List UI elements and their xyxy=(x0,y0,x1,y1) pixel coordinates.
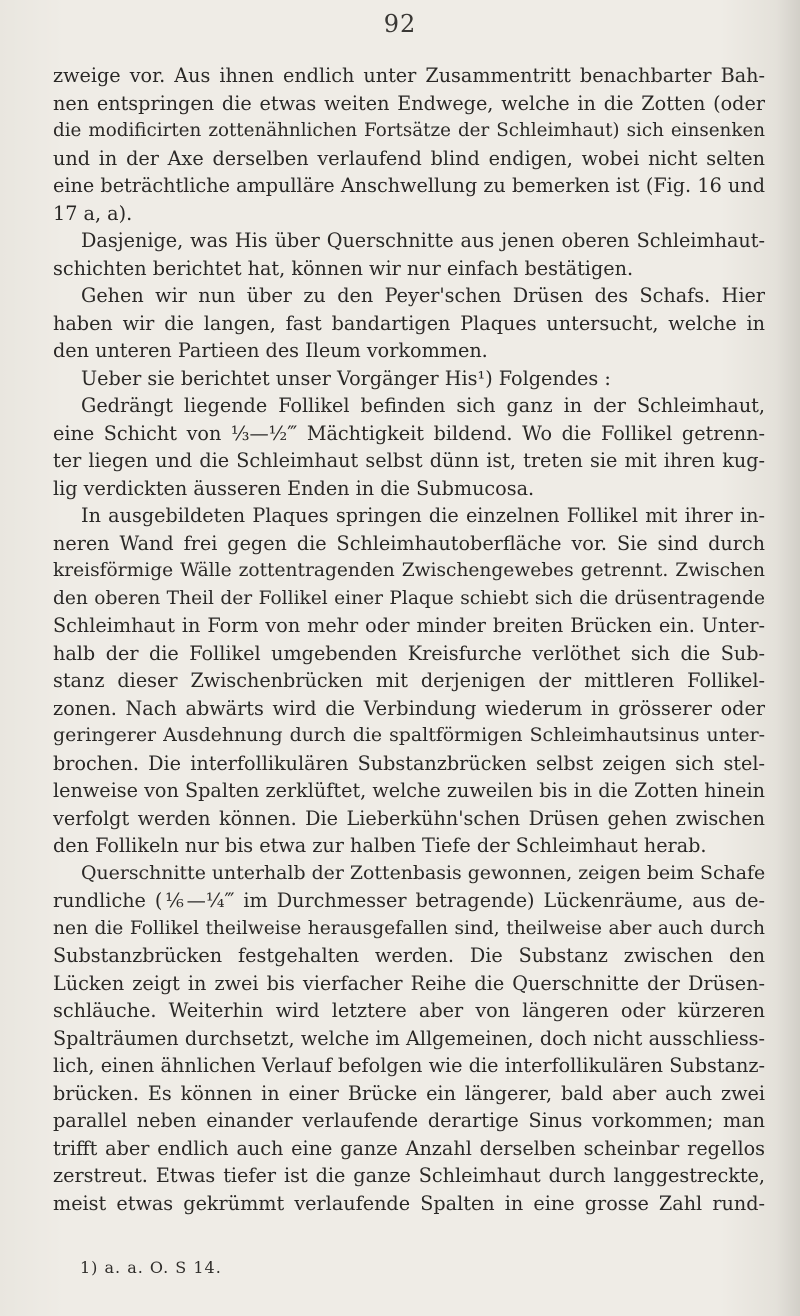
text-line: zonen. Nach abwärts wird die Verbindung wiederum in grösserer oder xyxy=(53,696,765,720)
text-line: Schleimhaut in Form von mehr oder minder breiten Brücken ein. Unter- xyxy=(53,614,765,637)
page-number: 92 xyxy=(383,10,417,38)
text-line: Gehen wir nun über zu den Peyer'schen Drüsen des Schafs. Hier xyxy=(81,284,765,307)
text-line: nen die Follikel theilweise herausgefallen sind, theilweise aber auch durch xyxy=(53,917,765,939)
text-line: zweige vor. Aus ihnen endlich unter Zusammentritt benachbarter Bah- xyxy=(53,64,765,87)
text-line: geringerer Ausdehnung durch die spaltförmigen Schleimhautsinus unter- xyxy=(53,724,765,746)
text-line: brücken. Es können in einer Brücke ein längerer, bald aber auch zwei xyxy=(53,1081,765,1105)
text-line: Ueber sie berichtet unser Vorgänger His¹) Folgendes : xyxy=(81,366,611,390)
text-line: trifft aber endlich auch eine ganze Anzahl derselben scheinbar regellos xyxy=(53,1136,765,1160)
text-line: lig verdickten äusseren Enden in die Submucosa. xyxy=(53,476,535,500)
text-line: 17 a, a). xyxy=(53,201,133,225)
text-line: lenweise von Spalten zerklüftet, welche zuweilen bis in die Zotten hinein xyxy=(53,779,765,802)
text-line: Gedrängt liegende Follikel befinden sich ganz in der Schleimhaut, xyxy=(81,394,765,417)
text-line: Substanzbrücken festgehalten werden. Die Substanz zwischen den xyxy=(53,944,765,967)
text-line: die modificirten zottenähnlichen Fortsätze der Schleimhaut) sich einsenken xyxy=(53,120,765,141)
footnote: 1) a. a. O. S 14. xyxy=(80,1258,222,1277)
text-line: haben wir die langen, fast bandartigen Plaques untersucht, welche in xyxy=(53,311,765,335)
text-line: Dasjenige, was His über Querschnitte aus jenen oberen Schleimhaut- xyxy=(81,229,765,252)
text-line: neren Wand frei gegen die Schleimhautoberfläche vor. Sie sind durch xyxy=(53,531,765,555)
text-line: brochen. Die interfollikulären Substanzbrücken selbst zeigen sich stel- xyxy=(53,751,765,775)
text-line: rundliche (⅙—¼‴ im Durchmesser betragende) Lückenräume, aus de- xyxy=(53,889,765,912)
text-line: ter liegen und die Schleimhaut selbst dünn ist, treten sie mit ihren kug- xyxy=(53,449,765,472)
text-line: den unteren Partieen des Ileum vorkommen. xyxy=(53,339,488,362)
text-line: den Follikeln nur bis etwa zur halben Tiefe der Schleimhaut herab. xyxy=(53,834,707,857)
text-line: Querschnitte unterhalb der Zottenbasis gewonnen, zeigen beim Schafe xyxy=(81,861,765,884)
body-text xyxy=(53,62,765,1217)
text-line: Spalträumen durchsetzt, welche im Allgemeinen, doch nicht ausschliess- xyxy=(53,1026,765,1050)
text-line: stanz dieser Zwischenbrücken mit derjenigen der mittleren Follikel- xyxy=(53,669,765,692)
text-line: Lücken zeigt in zwei bis vierfacher Reihe die Querschnitte der Drüsen- xyxy=(53,971,765,995)
text-line: eine beträchtliche ampulläre Anschwellung zu bemerken ist (Fig. 16 und xyxy=(53,174,765,197)
text-line: halb der die Follikel umgebenden Kreisfurche verlöthet sich die Sub- xyxy=(53,641,765,665)
text-line: schichten berichtet hat, können wir nur einfach bestätigen. xyxy=(53,256,634,280)
text-line: In ausgebildeten Plaques springen die einzelnen Follikel mit ihrer in- xyxy=(81,504,765,527)
text-line: meist etwas gekrümmt verlaufende Spalten in eine grosse Zahl rund- xyxy=(53,1191,765,1215)
text-line: zerstreut. Etwas tiefer ist die ganze Schleimhaut durch langgestreckte, xyxy=(53,1164,765,1187)
text-line: den oberen Theil der Follikel einer Plaque schiebt sich die drüsentragende xyxy=(53,587,765,609)
text-line: schläuche. Weiterhin wird letztere aber von längeren oder kürzeren xyxy=(53,999,765,1022)
text-line: verfolgt werden können. Die Lieberkühn'schen Drüsen gehen zwischen xyxy=(53,806,765,830)
text-line: parallel neben einander verlaufende derartige Sinus vorkommen; man xyxy=(53,1109,765,1132)
text-line: lich, einen ähnlichen Verlauf befolgen wie die interfollikulären Substanz- xyxy=(53,1054,765,1077)
text-line: kreisförmige Wälle zottentragenden Zwischengewebes getrennt. Zwischen xyxy=(53,560,765,581)
text-line: eine Schicht von ⅓—½‴ Mächtigkeit bildend. Wo die Follikel getrenn- xyxy=(53,421,765,445)
text-line: nen entspringen die etwas weiten Endwege, welche in die Zotten (oder xyxy=(53,91,765,115)
text-line: und in der Axe derselben verlaufend blind endigen, wobei nicht selten xyxy=(53,146,765,170)
